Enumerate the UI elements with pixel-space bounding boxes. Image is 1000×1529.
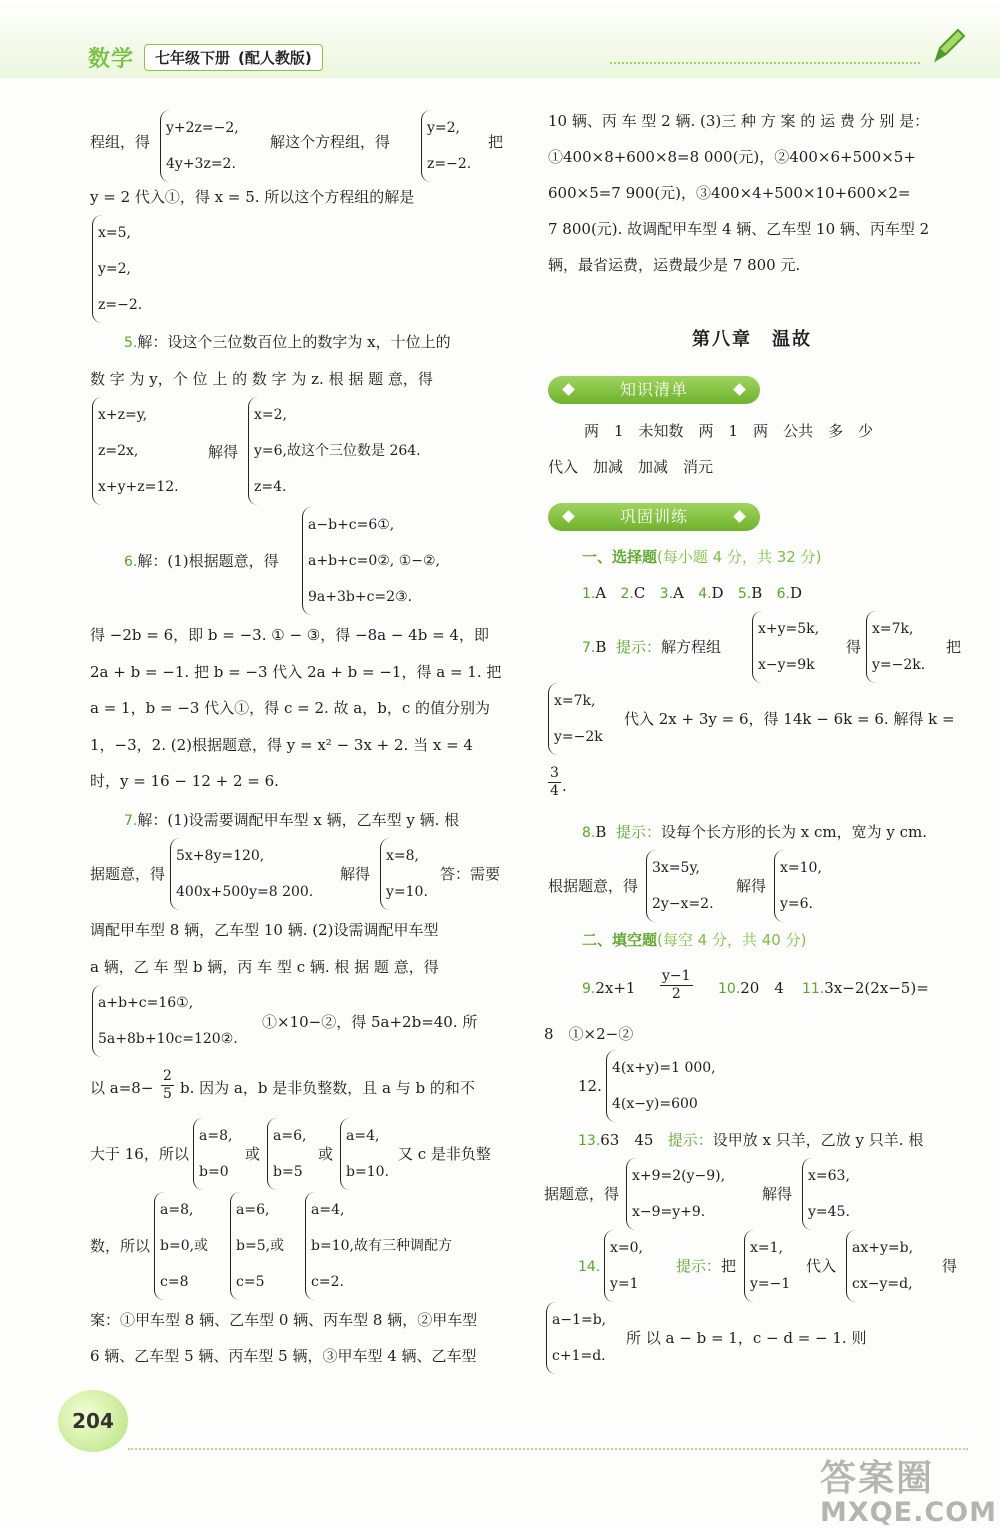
left-q7-or2: 或: [318, 1145, 334, 1163]
diamond-icon: [733, 510, 746, 523]
left-q6-sys: a−b+c=6①, a+b+c=0②, ①−②, 9a+3b+c=2③.: [302, 507, 440, 615]
left-q7-line3: 调配甲车型 8 辆，乙车型 10 辆. (2)设需调配甲车型: [90, 921, 439, 939]
r-q14-d: 所 以 a − b = 1，c − d = − 1. 则: [626, 1329, 867, 1347]
r-q7-head: 7.B 提示：解方程组: [582, 638, 721, 656]
left-q7-line4: a 辆，乙 车 型 b 辆，丙 车 型 c 辆. 根 据 题 意，得: [90, 958, 439, 976]
left-q6-line1: 得 −2b = 6，即 b = −3. ① − ③，得 −8a − 4b = 4，即: [90, 626, 489, 644]
r-q11: 11.3x−2(2x−5)=: [802, 979, 929, 997]
section-fill-title: 二、填空题(每空 4 分，共 40 分): [582, 931, 807, 949]
r-q7-sys2: x=7k, y=−2k.: [866, 611, 925, 683]
right-line5: 辆，最省运费，运费最少是 7 800 元.: [548, 256, 801, 274]
r-q14-b: 代入: [806, 1257, 837, 1275]
left-q7-or1: 或: [245, 1145, 261, 1163]
left-q7-sys7: a=8, b=0,或 c=8: [154, 1192, 208, 1300]
r-q7-sys3: x=7k, y=−2k: [548, 683, 603, 755]
left-q7-sys6: a=4, b=10.: [340, 1118, 389, 1190]
left-q7-b: 解得: [340, 865, 371, 883]
diamond-icon: [562, 510, 575, 523]
chapter-title: 第八章 温故: [692, 329, 812, 350]
r-q14-num: 14.: [578, 1259, 601, 1275]
header-grade-box: [144, 44, 323, 71]
pen-icon: [928, 26, 968, 66]
left-q7-sys4: a=8, b=0: [193, 1118, 232, 1190]
left-q7-e: 以 a=8−: [90, 1079, 154, 1097]
left-q6-a: 6.解：(1)根据题意，得: [124, 552, 279, 570]
r-q14-sys2: x=1, y=−1: [744, 1230, 790, 1302]
left-q5-line2: 数 字 为 y，个 位 上 的 数 字 为 z. 根 据 题 意，得: [90, 370, 433, 388]
right-line3: 600×5=7 900(元)，③400×4+500×10+600×2=: [548, 184, 911, 202]
left-q7-sys5: a=6, b=5: [267, 1118, 306, 1190]
right-line1: 10 辆、丙 车 型 2 辆. (3)三 种 方 案 的 运 费 分 别 是：: [548, 112, 930, 130]
knowledge-line2: 代入 加减 加减 消元: [548, 458, 714, 476]
r-q14-c: 得: [942, 1257, 958, 1275]
left-q5-sys2: x=2, y=6,故这个三位数是 264. z=4.: [248, 397, 421, 505]
left-q7-a: 据题意，得: [90, 865, 166, 883]
r-q14-a: 提示：把: [676, 1257, 737, 1275]
page-number: 204: [58, 1390, 128, 1452]
r-q11-b: 8 ①×2−②: [544, 1025, 634, 1043]
page-header: [88, 40, 323, 74]
r-q12-sys: 4(x+y)=1 000, 4(x−y)=600: [606, 1050, 716, 1122]
r-q8-head: 8.B 提示：设每个长方形的长为 x cm，宽为 y cm.: [582, 823, 927, 841]
section-pill-practice: 巩固训练: [548, 503, 760, 531]
left-q7-sys8: a=6, b=5,或 c=5: [230, 1192, 284, 1300]
left-q7-line9: 案：①甲车型 8 辆、乙车型 0 辆、丙车型 8 辆，②甲车型: [90, 1311, 478, 1329]
r-q8-sys2: x=10, y=6.: [774, 850, 822, 922]
right-line4: 7 800(元). 故调配甲车型 4 辆、乙车型 10 辆、丙车型 2: [548, 220, 930, 238]
watermark-logo: 答案圈 MXQE.COM: [820, 1458, 997, 1528]
left-p2: y = 2 代入①，得 x = 5. 所以这个方程组的解是: [90, 188, 415, 206]
r-q14-sys4: a−1=b, c+1=d.: [546, 1302, 606, 1374]
section-pill-knowledge: 知识清单: [548, 376, 760, 404]
left-p2-sys: x=5, y=2, z=−2.: [92, 215, 142, 323]
r-q9: 9.2x+1: [582, 979, 636, 997]
r-q13-d: 解得: [762, 1185, 793, 1203]
r-q7-e: .: [562, 777, 567, 795]
r-q7-frac: $\frac{3}{4}$: [550, 765, 559, 799]
left-p1-sys1: y+2z=−2, 4y+3z=2.: [160, 110, 239, 182]
left-q6-line2: 2a + b = −1. 把 b = −3 代入 2a + b = −1，得 a = 1. 把: [90, 663, 502, 681]
header-grade: 七年级下册: [155, 48, 231, 67]
r-q7-c: 把: [946, 638, 962, 656]
left-q5-line1: 5.解：设这个三位数百位上的数字为 x，十位上的: [124, 333, 451, 351]
left-q7-sys1: 5x+8y=120, 400x+500y=8 200.: [170, 838, 313, 910]
left-q7-sys2: x=8, y=10.: [380, 838, 428, 910]
left-q6-line3: a = 1，b = −3 代入①，得 c = 2. 故 a，b，c 的值分别为: [90, 699, 491, 717]
r-q14-sys1: x=0, y=1: [604, 1230, 643, 1302]
left-p1-b: 解这个方程组，得: [270, 133, 391, 151]
header-subject: 数学: [88, 46, 135, 72]
left-q7-sys9: a=4, b=10,故有三种调配方 c=2.: [305, 1192, 452, 1300]
r-q13-sys1: x+9=2(y−9), x−9=y+9.: [626, 1158, 725, 1230]
diamond-icon: [562, 383, 575, 396]
left-q5-sys1: x+z=y, z=2x, x+y+z=12.: [92, 397, 179, 505]
r-q7-d: 代入 2x + 3y = 6，得 14k − 6k = 6. 解得 k =: [624, 710, 955, 728]
r-q8-sys1: 3x=5y, 2y−x=2.: [646, 850, 714, 922]
diamond-icon: [733, 383, 746, 396]
r-q9-frac: $\frac{y-1}{2}$: [662, 968, 691, 1002]
header-dotted-line: [610, 62, 920, 64]
r-q13-c: 据题意，得: [544, 1185, 620, 1203]
left-q7-c: 答：需要: [440, 865, 501, 883]
r-q10: 10.20 4: [718, 979, 784, 997]
left-q5-mid: 解得: [208, 443, 239, 461]
left-q7-line1: 7.解：(1)设需要调配甲车型 x 辆，乙车型 y 辆. 根: [124, 811, 460, 829]
r-q8-c: 解得: [736, 877, 767, 895]
left-p1-sys2: y=2, z=−2.: [421, 110, 471, 182]
left-q7-line10: 6 辆、乙车型 5 辆、丙车型 5 辆，③甲车型 4 辆、乙车型: [90, 1347, 477, 1365]
left-q7-d: ①×10−②，得 5a+2b=40. 所: [262, 1013, 478, 1031]
left-q6-line5: 时，y = 16 − 12 + 2 = 6.: [90, 772, 279, 790]
left-q7-g: 大于 16，所以: [90, 1145, 189, 1163]
r-q14-sys3: ax+y=b, cx−y=d,: [846, 1230, 913, 1302]
left-q7-sys3: a+b+c=16①, 5a+8b+10c=120②.: [92, 985, 238, 1057]
left-q7-f: b. 因为 a，b 是非负整数，且 a 与 b 的和不: [180, 1079, 475, 1097]
left-q7-h: 又 c 是非负整: [398, 1145, 491, 1163]
left-q7-frac: $\frac{2}{5}$: [163, 1068, 172, 1102]
r-q7-b: 得: [846, 638, 862, 656]
left-p1-c: 把: [488, 133, 504, 151]
mc-answers: 1.A 2.C 3.A 4.D 5.B 6.D: [582, 584, 802, 602]
left-q7-i: 数，所以: [90, 1237, 151, 1255]
knowledge-line1: 两 1 未知数 两 1 两 公共 多 少: [584, 422, 874, 440]
r-q12-num: 12.: [578, 1077, 602, 1095]
right-line2: ①400×8+600×8=8 000(元)，②400×6+500×5+: [548, 148, 916, 166]
r-q8-b: 根据题意，得: [548, 877, 639, 895]
section-choice-title: 一、选择题(每小题 4 分，共 32 分): [582, 548, 822, 566]
left-p1-a: 程组，得: [90, 133, 151, 151]
r-q13-sys2: x=63, y=45.: [802, 1158, 850, 1230]
r-q13-head: 13.63 45 提示：设甲放 x 只羊，乙放 y 只羊. 根: [578, 1131, 924, 1149]
r-q7-sys1: x+y=5k, x−y=9k: [752, 611, 819, 683]
left-q6-line4: 1，−3，2. (2)根据题意，得 y = x² − 3x + 2. 当 x = 4: [90, 736, 473, 754]
header-edition: (配人教版): [238, 48, 312, 67]
